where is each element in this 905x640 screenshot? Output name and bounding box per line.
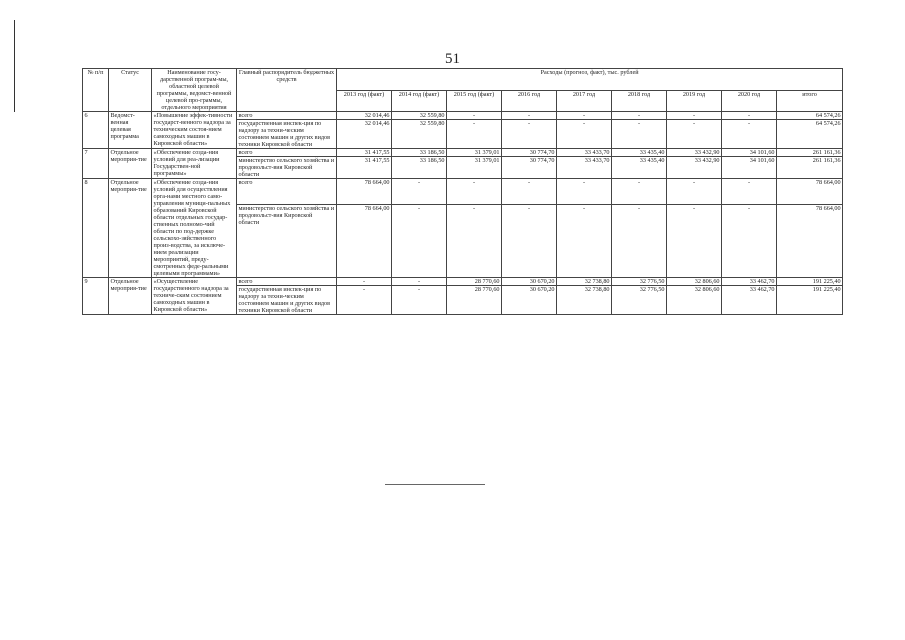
header-year: 2020 год (722, 90, 777, 112)
header-manager: Главный распорядитель бюджетных средств (237, 69, 337, 112)
header-status: Статус (109, 69, 152, 112)
row-value: 32 014,46 (337, 120, 392, 149)
header-year: 2013 год (факт) (337, 90, 392, 112)
table-row (83, 149, 843, 157)
row-num: 9 (83, 278, 109, 315)
header-total: итого (777, 90, 843, 112)
row-manager: всего (237, 112, 337, 120)
row-value: - (447, 205, 502, 278)
row-value: 33 432,90 (667, 149, 722, 157)
header-year: 2017 год (557, 90, 612, 112)
row-name: «Обеспечение созда-ния условий для осуществления орга-нами местного само-управления муници-пальных образований Кировской области отдельных государ-ственных полномо-чий области по под-держке сельскохо-зяйственного произ-водства, за исключе-нием реализации мероприятий, преду-смотренных феде-ральными целевыми программами» (152, 179, 237, 278)
row-total: 261 161,36 (777, 157, 843, 179)
row-value: - (667, 112, 722, 120)
row-manager: государственная инспек-ция по надзору за техни-ческим состоянием машин и других видов техники Кировской области (237, 120, 337, 149)
row-total: 261 161,36 (777, 149, 843, 157)
row-manager: всего (237, 179, 337, 205)
left-margin-line (14, 20, 15, 112)
row-value: 32 738,80 (557, 286, 612, 315)
row-value: - (612, 205, 667, 278)
bottom-rule (385, 484, 485, 485)
row-value: 33 432,90 (667, 157, 722, 179)
row-value: 33 186,50 (392, 157, 447, 179)
row-total: 191 225,40 (777, 278, 843, 286)
row-value: - (557, 120, 612, 149)
row-value: - (392, 286, 447, 315)
row-value: - (722, 179, 777, 205)
row-value: - (557, 179, 612, 205)
row-value: - (502, 120, 557, 149)
header-expenses: Расходы (прогноз, факт), тыс. рублей (337, 69, 843, 91)
row-value: - (392, 205, 447, 278)
row-value: 32 559,80 (392, 112, 447, 120)
row-name: «Осуществление государственного надзора за техниче-ским состоянием самоходных машин в Кировской области» (152, 278, 237, 315)
row-total: 64 574,26 (777, 120, 843, 149)
row-value: 32 776,50 (612, 286, 667, 315)
row-value: - (447, 120, 502, 149)
row-value: 34 101,60 (722, 149, 777, 157)
row-value: 31 417,55 (337, 157, 392, 179)
row-value: - (612, 120, 667, 149)
row-value: 28 770,60 (447, 278, 502, 286)
row-manager: всего (237, 149, 337, 157)
row-value: - (447, 179, 502, 205)
header-year: 2019 год (667, 90, 722, 112)
row-status: Отдельное мероприя-тие (109, 278, 152, 315)
page-number: 51 (445, 51, 460, 67)
row-value: - (667, 205, 722, 278)
row-value: - (722, 120, 777, 149)
row-num: 7 (83, 149, 109, 179)
budget-table (82, 68, 843, 315)
row-value: 32 806,60 (667, 286, 722, 315)
row-value: 32 738,80 (557, 278, 612, 286)
row-value: 32 776,50 (612, 278, 667, 286)
row-status: Отдельное мероприя-тие (109, 149, 152, 179)
row-name: «Обеспечение созда-ния условий для реа-лизации Государствен-ной программы» (152, 149, 237, 179)
table-row (83, 278, 843, 286)
row-status: Отдельное мероприя-тие (109, 179, 152, 278)
row-value: 32 014,46 (337, 112, 392, 120)
row-value: 33 462,70 (722, 286, 777, 315)
row-value: - (667, 120, 722, 149)
row-value: 28 770,60 (447, 286, 502, 315)
row-value: 30 670,20 (502, 278, 557, 286)
row-manager: всего (237, 278, 337, 286)
row-value: 30 670,20 (502, 286, 557, 315)
row-value: 31 379,01 (447, 149, 502, 157)
row-total: 64 574,26 (777, 112, 843, 120)
row-value: 78 664,00 (337, 205, 392, 278)
row-value: 30 774,70 (502, 149, 557, 157)
row-total: 78 664,00 (777, 205, 843, 278)
row-value: - (667, 179, 722, 205)
row-value: 78 664,00 (337, 179, 392, 205)
row-name: «Повышение эффек-тивности государст-венного надзора за техническим состоя-нием самоходных машин в Кировской области» (152, 112, 237, 149)
row-value: 34 101,60 (722, 157, 777, 179)
row-value: 31 379,01 (447, 157, 502, 179)
header-num: № п/п (83, 69, 109, 112)
row-num: 8 (83, 179, 109, 278)
row-value: - (722, 205, 777, 278)
row-value: - (502, 179, 557, 205)
row-value: - (722, 112, 777, 120)
row-value: - (557, 205, 612, 278)
row-status: Ведомст-венная целевая программа (109, 112, 152, 149)
header-year: 2014 год (факт) (392, 90, 447, 112)
row-value: - (337, 286, 392, 315)
row-value: 31 417,55 (337, 149, 392, 157)
row-total: 78 664,00 (777, 179, 843, 205)
row-value: - (502, 205, 557, 278)
row-value: - (337, 278, 392, 286)
row-value: - (392, 179, 447, 205)
row-value: 32 806,60 (667, 278, 722, 286)
row-value: - (392, 278, 447, 286)
table-body (83, 112, 843, 315)
header-year: 2015 год (факт) (447, 90, 502, 112)
row-num: 6 (83, 112, 109, 149)
row-manager: государственная инспек-ция по надзору за техни-ческим состоянием машин и других видов техники Кировской области (237, 286, 337, 315)
row-value: 33 433,70 (557, 149, 612, 157)
table-row (83, 179, 843, 205)
row-manager: министерство сельского хозяйства и продовольст-вия Кировской области (237, 157, 337, 179)
row-value: - (612, 179, 667, 205)
row-value: - (447, 112, 502, 120)
header-year: 2016 год (502, 90, 557, 112)
row-value: 33 462,70 (722, 278, 777, 286)
row-value: 33 435,40 (612, 157, 667, 179)
row-value: 32 559,80 (392, 120, 447, 149)
row-manager: министерство сельского хозяйства и продовольст-вия Кировской области (237, 205, 337, 278)
row-value: - (557, 112, 612, 120)
row-total: 191 225,40 (777, 286, 843, 315)
row-value: 33 435,40 (612, 149, 667, 157)
row-value: - (612, 112, 667, 120)
header-year: 2018 год (612, 90, 667, 112)
row-value: - (502, 112, 557, 120)
header-row (83, 69, 843, 91)
row-value: 33 186,50 (392, 149, 447, 157)
row-value: 33 433,70 (557, 157, 612, 179)
header-name: Наименование госу-дарственной програм-мы, областной целевой программы, ведомст-венной целевой про-граммы, отдельного мероприятия (152, 69, 237, 112)
table-row (83, 112, 843, 120)
row-value: 30 774,70 (502, 157, 557, 179)
